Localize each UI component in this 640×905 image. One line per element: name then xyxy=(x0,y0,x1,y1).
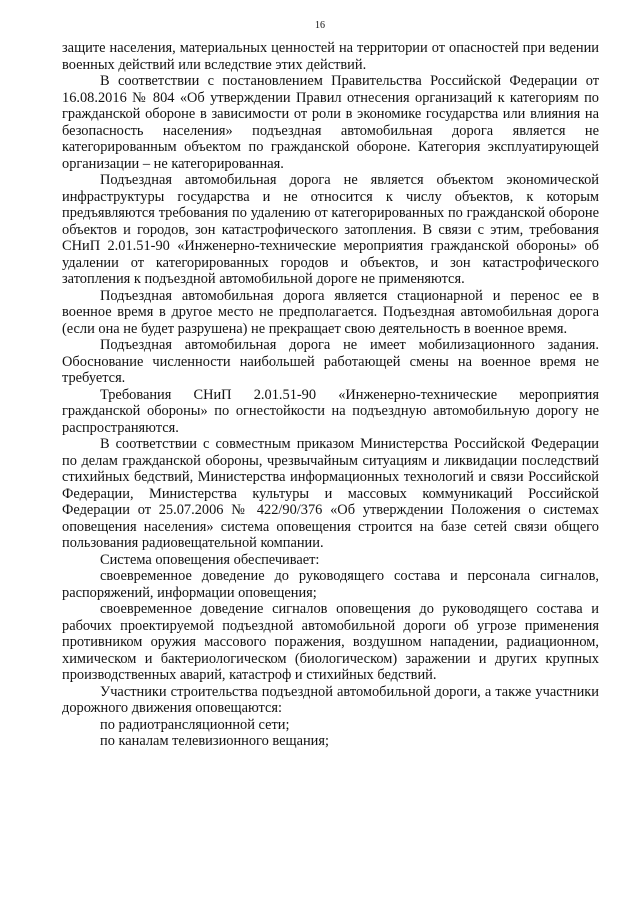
page-number: 16 xyxy=(315,20,325,31)
list-item: своевременное доведение сигналов оповещения до руководящего состава и рабочих проектируемой подъездной автомобильной дороги об угрозе применения противником оружия массового поражения, воздушном нападении, радиационном, химическом и бактериологическом (биологическом) заражении и других крупных производственных аварий, катастроф и стихийных бедствий. xyxy=(62,601,599,683)
paragraph-notification-system: Система оповещения обеспечивает: xyxy=(100,551,320,568)
list-item: по радиотрансляционной сети; xyxy=(100,716,290,733)
paragraph-stationary: Подъездная автомобильная дорога является стационарной и перенос ее в военное время в другое место не предполагается. Подъездная автомобильная дорога (если она не будет разрушена) не прекращает свою деятельность в военное время. xyxy=(62,287,599,337)
paragraph-continuation: защите населения, материальных ценностей на территории от опасностей при ведении военных действий или вследствие этих действий. xyxy=(62,40,599,73)
paragraph-fire-resistance: Требования СНиП 2.01.51-90 «Инженерно-технические мероприятия гражданской обороны» по огнестойкости на подъездную автомобильную дорогу не распространяются. xyxy=(62,386,599,436)
list-item: по каналам телевизионного вещания; xyxy=(100,733,329,749)
list-item: своевременное доведение до руководящего состава и персонала сигналов, распоряжений, информации оповещения; xyxy=(62,568,599,601)
paragraph-infrastructure: Подъездная автомобильная дорога не является объектом экономической инфраструктуры государства и не относится к числу объектов, к которым предъявляются требования по удалению от категорированных по гражданской обороне объектов и городов, зон катастрофического затопления. В связи с этим, требования СНиП 2.01.51-90 «Инженерно-технические мероприятия гражданской обороны» об удалении от категорированных городов и объектов, и зон катастрофического затопления к подъездной автомобильной дороге не применяются. xyxy=(62,172,599,287)
paragraph-joint-order: В соответствии с совместным приказом Министерства Российской Федерации по делам гражданской обороны, чрезвычайным ситуациям и ликвидации последствий стихийных бедствий, Министерства информационных технологий и связи Российской Федерации, Министерства культуры и массовых коммуникаций Российской Федерации от 25.07.2006 № 422/90/376 «Об утверждении Положения о системах оповещения населения» система оповещения строится на базе сетей связи общего пользования радиовещательной компании. xyxy=(62,436,599,551)
document-body xyxy=(62,40,599,750)
paragraph-participants: Участники строительства подъездной автомобильной дороги, а также участники дорожного движения оповещаются: xyxy=(62,683,599,716)
paragraph-decree-804: В соответствии с постановлением Правительства Российской Федерации от 16.08.2016 № 804 «Об утверждении Правил отнесения организаций к категориям по гражданской обороне в зависимости от роли в экономике государства или влияния на безопасность населения» подъездная автомобильная дорога является не категорированным объектом по гражданской обороне. Категория эксплуатирующей организации – не категорированная. xyxy=(62,73,599,172)
paragraph-mobilization: Подъездная автомобильная дорога не имеет мобилизационного задания. Обоснование численности наибольшей работающей смены на военное время не требуется. xyxy=(62,337,599,386)
